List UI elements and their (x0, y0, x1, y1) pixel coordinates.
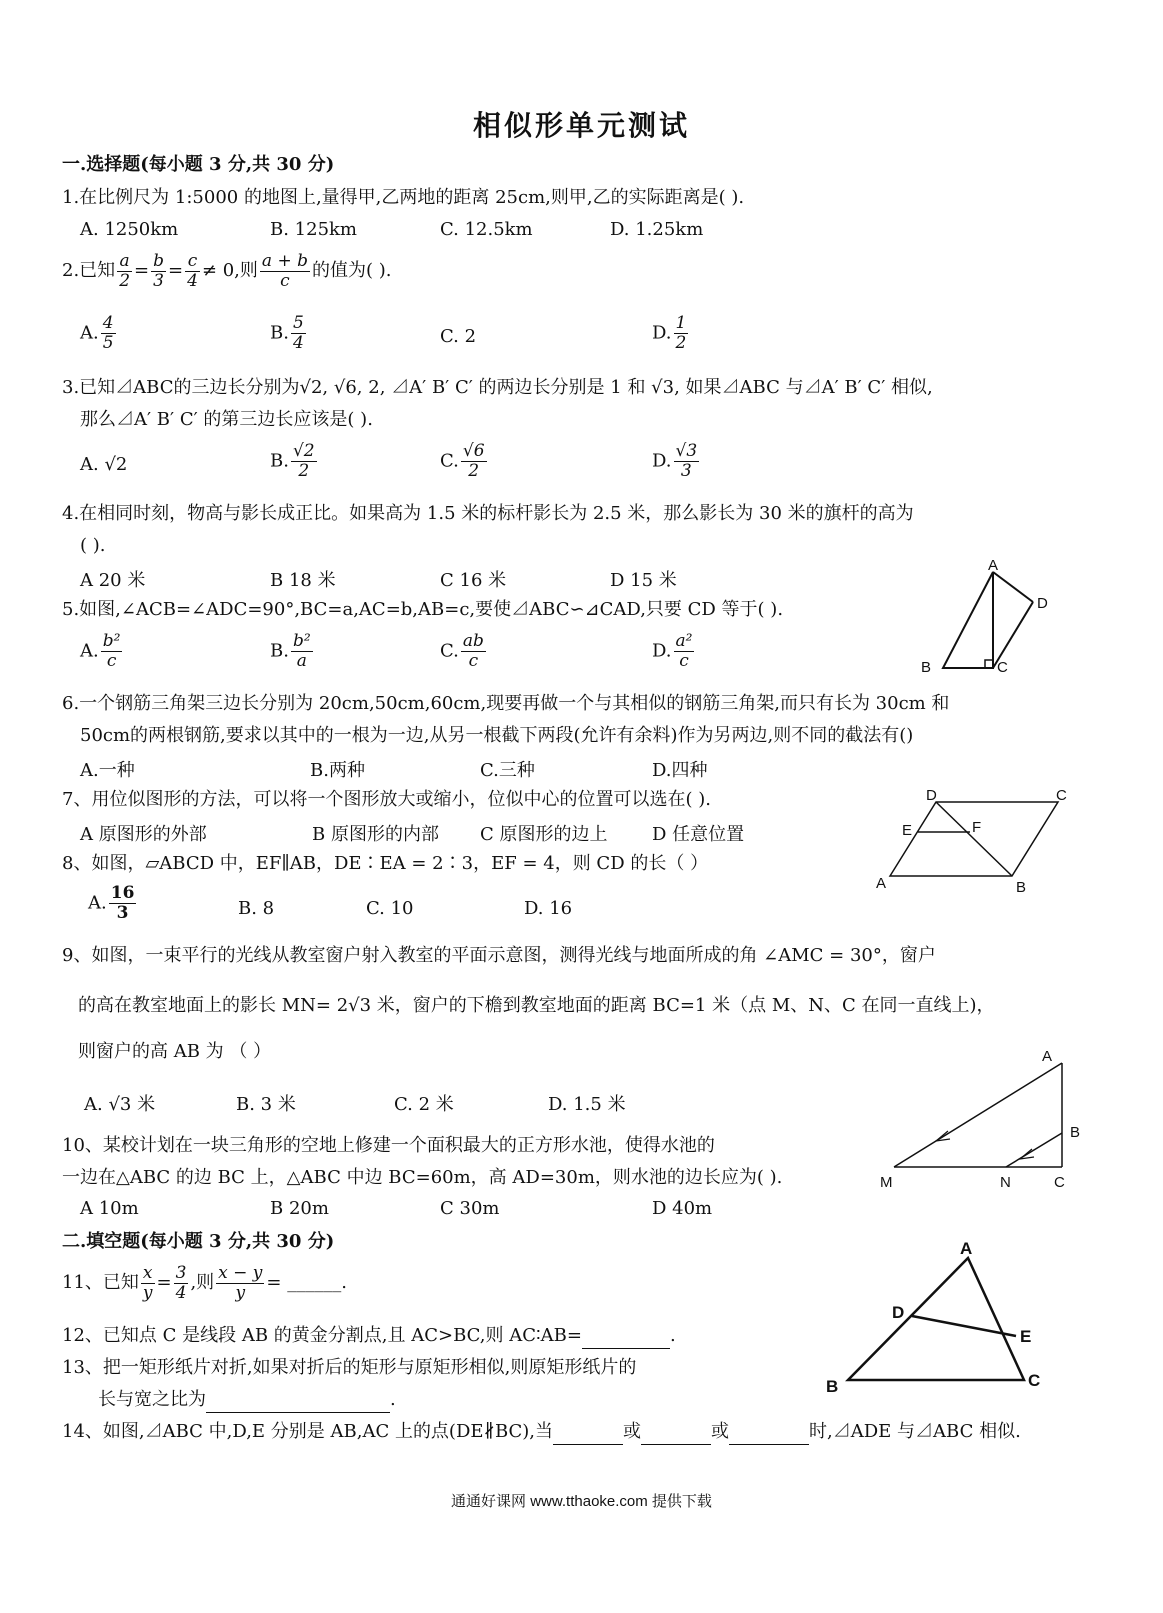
option-a: A 10m (80, 1198, 139, 1219)
label-e: E (902, 822, 913, 839)
option-b: B 20m (270, 1198, 329, 1219)
label-a: A (1042, 1048, 1053, 1065)
label-c: C (1056, 788, 1067, 804)
option-b: B. $\frac{\text{b²}}{a}$ (270, 631, 311, 671)
section-heading-choice: 一.选择题(每小题 3 分,共 30 分) (62, 154, 335, 175)
question-3-line-1: 3.已知⊿ABC的三边长分别为√2, √6, 2, ⊿A′ B′ C′ 的两边长分别是 1 和 √3, 如果⊿ABC 与⊿A′ B′ C′ 相似, (62, 377, 933, 398)
footer-credit: 通通好课网 www.tthaoke.com 提供下载 (451, 1493, 712, 1510)
question-3-line-2: 那么⊿A′ B′ C′ 的第三边长应该是( ). (80, 409, 373, 430)
option-d: D. 1.25km (610, 219, 704, 240)
answer-blank[interactable] (206, 1388, 390, 1413)
option-a: A. $\frac{\text{b²}}{c}$ (80, 631, 121, 671)
label-b: B (1016, 879, 1027, 896)
question-7: 7、用位似图形的方法，可以将一个图形放大或缩小，位似中心的位置可以选在( ). (62, 789, 711, 810)
question-4-line-2: ( ). (80, 535, 106, 556)
label-a: A (960, 1239, 973, 1258)
label-n: N (1000, 1174, 1011, 1191)
fraction: $\frac{a + b}{c}$ (261, 250, 308, 291)
option-c: C. 10 (366, 898, 414, 919)
question-2: 2.已知 $\frac{a}{2}$ = $\frac{b}{3}$ = $\frac{c}{4}$ ≠ 0,则 $\frac{a + b}{c}$ 的值为( ). (62, 250, 392, 291)
label-f: F (972, 819, 982, 836)
label-m: M (880, 1174, 893, 1191)
figure-q14-triangle (820, 1236, 1060, 1398)
option-b: B.两种 (310, 760, 365, 781)
option-c: C 30m (440, 1198, 500, 1219)
option-c: C. 2 (440, 326, 477, 347)
fraction: $\frac{c}{4}$ (187, 250, 198, 291)
label-c: C (1028, 1371, 1041, 1390)
label-d: D (926, 788, 937, 804)
option-a: A. √2 (80, 454, 128, 475)
option-d: D. $\frac{1}{2}$ (652, 313, 687, 353)
answer-blank-1[interactable] (553, 1420, 623, 1445)
label-d: D (1037, 595, 1048, 612)
option-b: B 18 米 (270, 570, 336, 591)
option-d: D. 16 (524, 898, 573, 919)
question-1: 1.在比例尺为 1:5000 的地图上,量得甲,乙两地的距离 25cm,则甲,乙的实际距离是( ). (62, 187, 745, 208)
figure-q9-window-light (870, 1045, 1100, 1193)
fraction: $\frac{a}{2}$ (119, 250, 131, 291)
option-a: A. 1250km (80, 219, 179, 240)
page-title: 相似形单元测试 (472, 109, 690, 142)
question-12: 12、已知点 C 是线段 AB 的黄金分割点,且 AC>BC,则 AC∶AB= . (62, 1324, 676, 1349)
question-6-line-1: 6.一个钢筋三角架三边长分别为 20cm,50cm,60cm,现要再做一个与其相似的钢筋三角架,而只有长为 30cm 和 (62, 693, 950, 714)
option-c: C. $\frac{√6}{2}$ (440, 441, 485, 481)
question-10-line-2: 一边在△ABC 的边 BC 上，△ABC 中边 BC=60m，高 AD=30m，则水池的边长应为( ). (62, 1167, 783, 1188)
option-d: D. 1.5 米 (548, 1094, 626, 1115)
option-a: A. √3 米 (84, 1094, 156, 1115)
question-9-line-2: 的高在教室地面上的影长 MN= 2√3 米，窗户的下檐到教室地面的距离 BC=1 米（点 M、N、C 在同一直线上)， (78, 995, 995, 1016)
section-heading-fill-in: 二.填空题(每小题 3 分,共 30 分) (62, 1231, 335, 1252)
label-c: C (1054, 1174, 1065, 1191)
option-d: D 15 米 (610, 570, 677, 591)
option-b: B. 3 米 (236, 1094, 296, 1115)
question-5: 5.如图,∠ACB=∠ADC=90°,BC=a,AC=b,AB=c,要使⊿ABC∽⊿CAD,只要 CD 等于( ). (62, 599, 784, 620)
option-a: A 原图形的外部 (80, 824, 207, 845)
label-e: E (1020, 1327, 1032, 1346)
label-d: D (892, 1303, 905, 1322)
option-c: C 原图形的边上 (480, 824, 608, 845)
label-a: A (876, 875, 887, 892)
option-c: C. 12.5km (440, 219, 533, 240)
option-d: D 40m (652, 1198, 713, 1219)
option-d: D. $\frac{\text{a²}}{c}$ (652, 631, 693, 671)
option-a: A 20 米 (80, 570, 146, 591)
option-b: B. 125km (270, 219, 358, 240)
figure-q8-parallelogram (870, 788, 1080, 900)
option-a: A.一种 (80, 760, 135, 781)
option-c: C. $\frac{ab}{c}$ (440, 631, 484, 671)
option-d: D. $\frac{√3}{3}$ (652, 441, 698, 481)
question-11: 11、已知 $\frac{x}{y}$ = $\frac{3}{4}$ ,则 $\frac{x - y}{y}$ = ______. (62, 1262, 347, 1303)
option-d: D.四种 (652, 760, 708, 781)
label-c: C (997, 659, 1008, 676)
fraction: $\frac{x}{y}$ (142, 1262, 153, 1303)
question-13-line-2: 长与宽之比为 . (98, 1388, 396, 1413)
option-c: C.三种 (480, 760, 535, 781)
option-d: D 任意位置 (652, 824, 745, 845)
answer-blank-3[interactable] (729, 1420, 809, 1445)
question-4-line-1: 4.在相同时刻，物高与影长成正比。如果高为 1.5 米的标杆影长为 2.5 米，那么影长为 30 米的旗杆的高为 (62, 503, 914, 524)
fraction: $\frac{b}{3}$ (153, 250, 164, 291)
fraction: $\frac{3}{4}$ (175, 1262, 187, 1303)
question-9-line-1: 9、如图，一束平行的光线从教室窗户射入教室的平面示意图，测得光线与地面所成的角 ∠AMC = 30°，窗户 (62, 945, 936, 966)
option-a: A. $\frac{16}{3}$ (88, 883, 135, 923)
option-b: B. $\frac{5}{4}$ (270, 313, 304, 353)
question-8: 8、如图，▱ABCD 中，EF∥AB，DE∶EA = 2∶3，EF = 4，则 CD 的长（ ） (62, 853, 709, 874)
label-b: B (1070, 1124, 1081, 1141)
option-c: C. 2 米 (394, 1094, 454, 1115)
answer-blank[interactable] (582, 1324, 670, 1349)
option-a: A. $\frac{4}{5}$ (80, 313, 114, 353)
option-b: B 原图形的内部 (312, 824, 439, 845)
figure-q5-right-triangle (915, 560, 1055, 680)
fraction: $\frac{x - y}{y}$ (218, 1262, 263, 1303)
question-6-line-2: 50cm的两根钢筋,要求以其中的一根为一边,从另一根截下两段(允许有余料)作为另两边,则不同的截法有() (80, 725, 914, 746)
question-9-line-3: 则窗户的高 AB 为 （ ） (78, 1041, 272, 1062)
question-14: 14、如图,⊿ABC 中,D,E 分别是 AB,AC 上的点(DE∦BC),当 或 或 时,⊿ADE 与⊿ABC 相似. (62, 1420, 1021, 1445)
option-c: C 16 米 (440, 570, 507, 591)
option-b: B. 8 (238, 898, 275, 919)
label-b: B (921, 659, 932, 676)
label-a: A (988, 560, 999, 574)
answer-blank-2[interactable] (641, 1420, 711, 1445)
question-10-line-1: 10、某校计划在一块三角形的空地上修建一个面积最大的正方形水池，使得水池的 (62, 1135, 715, 1156)
question-13-line-1: 13、把一矩形纸片对折,如果对折后的矩形与原矩形相似,则原矩形纸片的 (62, 1357, 637, 1378)
option-b: B. $\frac{√2}{2}$ (270, 441, 315, 481)
label-b: B (826, 1377, 839, 1396)
